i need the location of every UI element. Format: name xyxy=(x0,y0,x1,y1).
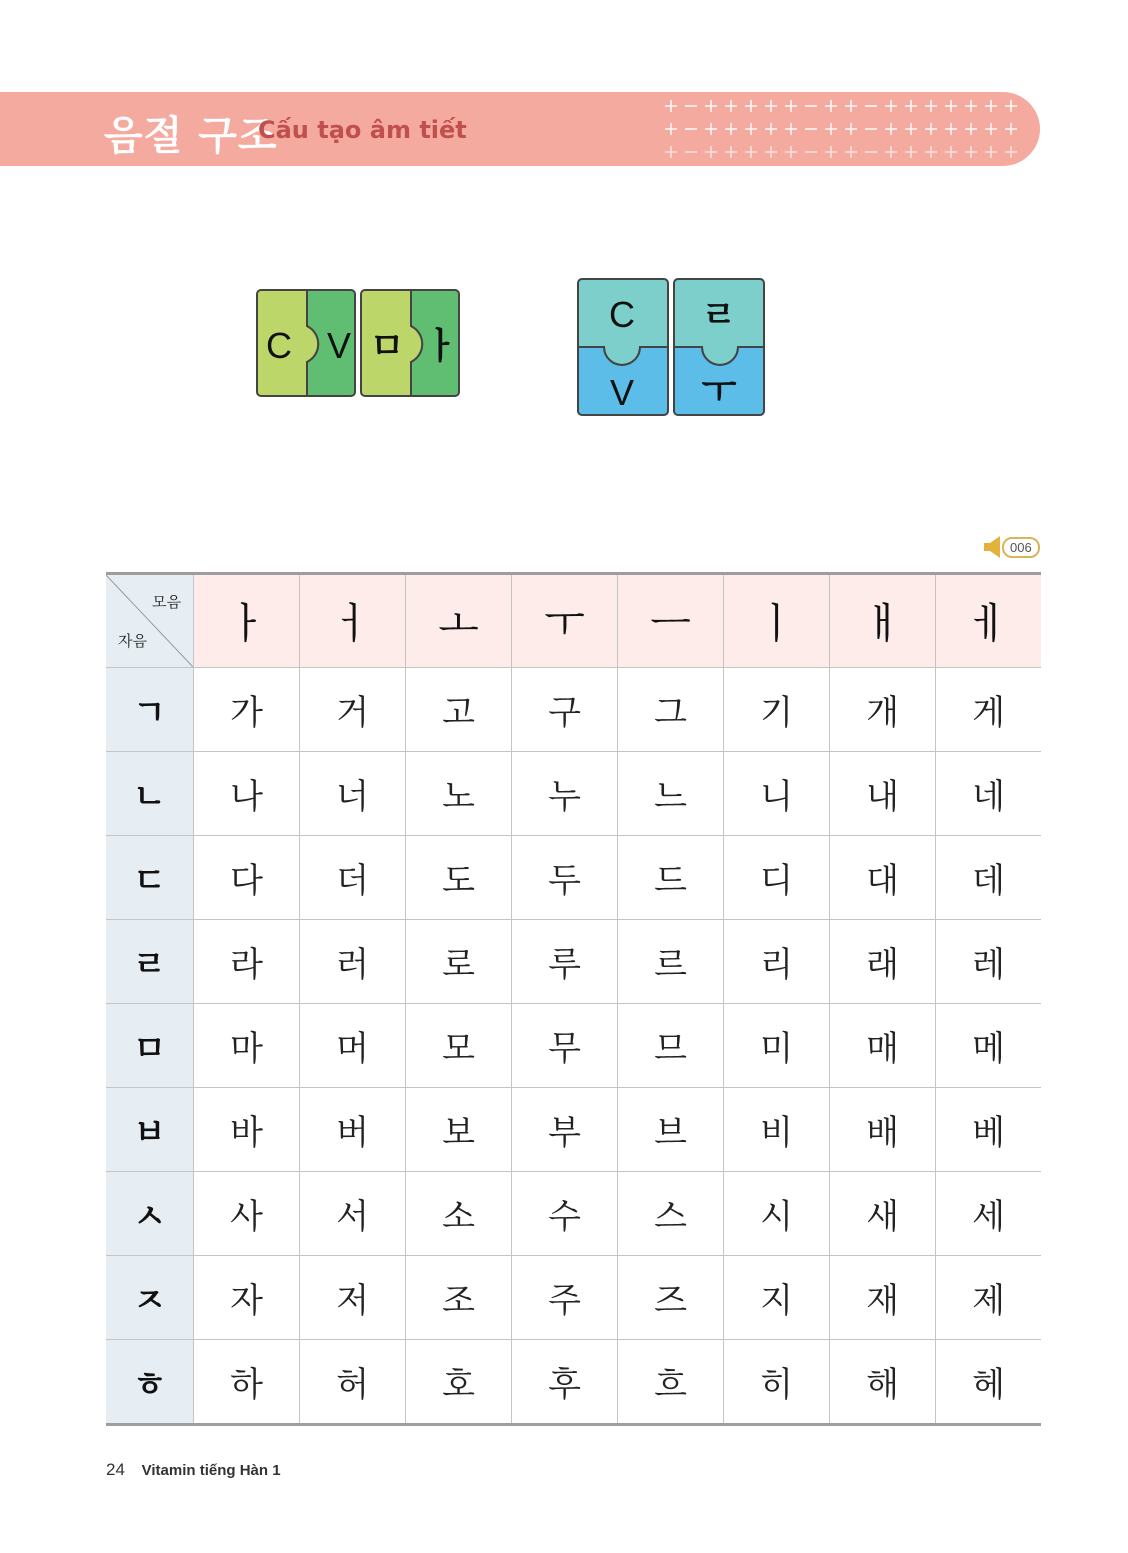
consonant-header: ㄹ xyxy=(106,920,194,1004)
puzzle-label-c-top: C xyxy=(609,294,635,335)
syllable-cell: 내 xyxy=(830,752,936,836)
syllable-cell: 저 xyxy=(300,1256,406,1340)
consonant-header: ㄷ xyxy=(106,836,194,920)
table-row xyxy=(106,1004,1041,1088)
syllable-cell: 하 xyxy=(194,1340,300,1425)
syllable-cell: 르 xyxy=(618,920,724,1004)
vowel-header: ㅗ xyxy=(406,574,512,668)
syllable-cell: 배 xyxy=(830,1088,936,1172)
syllable-cell: 버 xyxy=(300,1088,406,1172)
syllable-cell: 보 xyxy=(406,1088,512,1172)
syllable-cell: 즈 xyxy=(618,1256,724,1340)
syllable-cell: 비 xyxy=(724,1088,830,1172)
syllable-cell: 무 xyxy=(512,1004,618,1088)
puzzle-label-vowel: ㅏ xyxy=(423,326,459,367)
section-title-korean: 음절 구조 xyxy=(104,113,278,159)
syllable-table xyxy=(106,572,1041,1426)
syllable-cell: 게 xyxy=(936,668,1042,752)
syllable-cell: 흐 xyxy=(618,1340,724,1425)
syllable-cell: 자 xyxy=(194,1256,300,1340)
consonant-header: ㄱ xyxy=(106,668,194,752)
speaker-icon xyxy=(982,535,1004,559)
syllable-cell: 바 xyxy=(194,1088,300,1172)
syllable-cell: 스 xyxy=(618,1172,724,1256)
syllable-cell: 매 xyxy=(830,1004,936,1088)
section-title-vietnamese: Cấu tạo âm tiết xyxy=(258,116,467,144)
corner-vowel-label: 모음 xyxy=(152,593,181,611)
book-title: Vitamin tiếng Hàn 1 xyxy=(141,1462,281,1479)
syllable-cell: 미 xyxy=(724,1004,830,1088)
table-row xyxy=(106,752,1041,836)
syllable-cell: 거 xyxy=(300,668,406,752)
syllable-cell: 로 xyxy=(406,920,512,1004)
vowel-header: ㅡ xyxy=(618,574,724,668)
puzzle-label-consonant-top: ㄹ xyxy=(701,295,737,336)
syllable-cell: 니 xyxy=(724,752,830,836)
syllable-cell: 래 xyxy=(830,920,936,1004)
puzzle-label-vowel-bottom: ㅜ xyxy=(701,371,737,412)
consonant-header: ㅂ xyxy=(106,1088,194,1172)
syllable-cell: 헤 xyxy=(936,1340,1042,1425)
syllable-cell: 베 xyxy=(936,1088,1042,1172)
syllable-cell: 머 xyxy=(300,1004,406,1088)
vowel-header: ㅜ xyxy=(512,574,618,668)
syllable-cell: 디 xyxy=(724,836,830,920)
syllable-cell: 개 xyxy=(830,668,936,752)
puzzle-label-c: C xyxy=(266,325,292,366)
page-number: 24 xyxy=(106,1460,125,1479)
table-row xyxy=(106,1088,1041,1172)
consonant-header: ㅅ xyxy=(106,1172,194,1256)
vowel-header: ㅣ xyxy=(724,574,830,668)
syllable-cell: 데 xyxy=(936,836,1042,920)
syllable-cell: 해 xyxy=(830,1340,936,1425)
syllable-cell: 드 xyxy=(618,836,724,920)
syllable-cell: 리 xyxy=(724,920,830,1004)
puzzle-label-v: V xyxy=(326,325,352,366)
syllable-cell: 러 xyxy=(300,920,406,1004)
syllable-cell: 지 xyxy=(724,1256,830,1340)
table-corner xyxy=(106,574,194,668)
consonant-header: ㅈ xyxy=(106,1256,194,1340)
syllable-cell: 제 xyxy=(936,1256,1042,1340)
audio-track-number: 006 xyxy=(1002,537,1040,558)
syllable-cell: 그 xyxy=(618,668,724,752)
syllable-cell: 후 xyxy=(512,1340,618,1425)
syllable-cell: 느 xyxy=(618,752,724,836)
vowel-header-row xyxy=(106,574,1041,668)
syllable-cell: 메 xyxy=(936,1004,1042,1088)
consonant-header: ㄴ xyxy=(106,752,194,836)
syllable-cell: 고 xyxy=(406,668,512,752)
syllable-cell: 새 xyxy=(830,1172,936,1256)
decorative-cross-pattern xyxy=(655,96,1030,162)
syllable-cell: 모 xyxy=(406,1004,512,1088)
syllable-cell: 구 xyxy=(512,668,618,752)
syllable-cell: 라 xyxy=(194,920,300,1004)
syllable-cell: 호 xyxy=(406,1340,512,1425)
syllable-cell: 세 xyxy=(936,1172,1042,1256)
syllable-cell: 가 xyxy=(194,668,300,752)
syllable-cell: 사 xyxy=(194,1172,300,1256)
syllable-cell: 마 xyxy=(194,1004,300,1088)
table-row xyxy=(106,1256,1041,1340)
table-row xyxy=(106,1340,1041,1425)
syllable-cell: 재 xyxy=(830,1256,936,1340)
syllable-cell: 다 xyxy=(194,836,300,920)
consonant-header: ㅁ xyxy=(106,1004,194,1088)
cv-vertical-puzzle xyxy=(576,277,766,419)
syllable-cell: 너 xyxy=(300,752,406,836)
audio-track[interactable] xyxy=(982,535,1040,559)
syllable-cell: 주 xyxy=(512,1256,618,1340)
syllable-cell: 브 xyxy=(618,1088,724,1172)
syllable-cell: 조 xyxy=(406,1256,512,1340)
puzzle-label-consonant: ㅁ xyxy=(369,326,405,367)
vowel-header: ㅐ xyxy=(830,574,936,668)
section-header xyxy=(0,92,1040,166)
syllable-cell: 므 xyxy=(618,1004,724,1088)
table-row xyxy=(106,1172,1041,1256)
syllable-cell: 서 xyxy=(300,1172,406,1256)
page-footer xyxy=(106,1460,281,1480)
consonant-header: ㅎ xyxy=(106,1340,194,1425)
syllable-cell: 시 xyxy=(724,1172,830,1256)
syllable-cell: 대 xyxy=(830,836,936,920)
syllable-cell: 수 xyxy=(512,1172,618,1256)
syllable-cell: 레 xyxy=(936,920,1042,1004)
vowel-header: ㅏ xyxy=(194,574,300,668)
corner-consonant-label: 자음 xyxy=(118,632,147,650)
table-row xyxy=(106,920,1041,1004)
syllable-cell: 누 xyxy=(512,752,618,836)
table-row xyxy=(106,668,1041,752)
table-row xyxy=(106,836,1041,920)
syllable-cell: 두 xyxy=(512,836,618,920)
syllable-cell: 도 xyxy=(406,836,512,920)
syllable-cell: 노 xyxy=(406,752,512,836)
syllable-cell: 루 xyxy=(512,920,618,1004)
syllable-cell: 기 xyxy=(724,668,830,752)
syllable-cell: 히 xyxy=(724,1340,830,1425)
syllable-cell: 네 xyxy=(936,752,1042,836)
vowel-header: ㅓ xyxy=(300,574,406,668)
corner-diagonal-line xyxy=(106,575,193,667)
syllable-cell: 소 xyxy=(406,1172,512,1256)
syllable-cell: 더 xyxy=(300,836,406,920)
cv-horizontal-puzzle xyxy=(255,288,461,400)
puzzle-label-v-bottom: V xyxy=(609,372,635,413)
syllable-cell: 허 xyxy=(300,1340,406,1425)
vowel-header: ㅔ xyxy=(936,574,1042,668)
syllable-cell: 부 xyxy=(512,1088,618,1172)
syllable-cell: 나 xyxy=(194,752,300,836)
